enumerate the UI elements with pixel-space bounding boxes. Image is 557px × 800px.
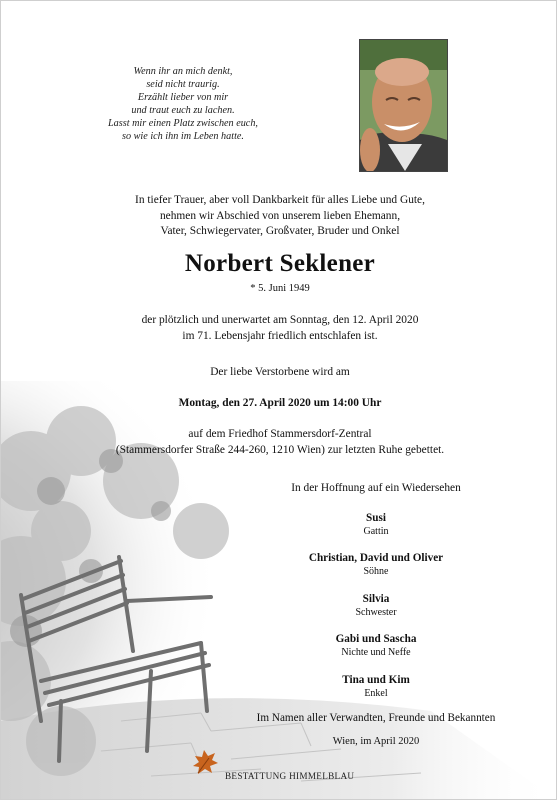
poem-line: so wie ich ihn im Leben hatte.: [122, 131, 244, 142]
mourner-name: Gabi und Sascha: [335, 633, 417, 645]
deceased-name: Norbert Seklener: [184, 250, 376, 277]
mourner-relation: Nichte und Neffe: [341, 647, 411, 658]
funeral-date: Montag, den 27. April 2020 um 14:00 Uhr: [178, 397, 382, 409]
mourner-name: Silvia: [362, 593, 390, 605]
cemetery-line: auf dem Friedhof Stammersdorf-Zentral: [188, 428, 372, 440]
mourner-name: Christian, David und Oliver: [308, 552, 444, 564]
cemetery-line: (Stammersdorfer Straße 244-260, 1210 Wien) zur letzten Ruhe gebettet.: [115, 443, 445, 456]
autumn-leaf-icon: [189, 746, 221, 778]
mourner-relation: Schwester: [355, 607, 397, 618]
funeral-home-name: BESTATTUNG HIMMELBLAU: [225, 771, 355, 781]
cemetery-info: [85, 427, 475, 458]
death-notice: [85, 313, 475, 344]
intro-line: In tiefer Trauer, aber voll Dankbarkeit für alles Liebe und Gute,: [135, 194, 425, 206]
mourner-entry: [231, 511, 521, 538]
mourner-relation: Enkel: [364, 688, 388, 699]
verstorbene-text: Der liebe Verstorbene wird am: [210, 366, 350, 378]
portrait-photo: [359, 39, 448, 172]
intro-line: Vater, Schwiegervater, Großvater, Bruder und Onkel: [160, 225, 400, 237]
mourner-name: Tina und Kim: [342, 674, 410, 686]
poem-line: Lasst mir einen Platz zwischen euch,: [108, 118, 258, 129]
birth-date: * 5. Juni 1949: [250, 283, 310, 294]
mourner-relation: Söhne: [363, 566, 389, 577]
mourner-entry: [231, 592, 521, 619]
mourner-name: Susi: [366, 512, 386, 524]
poem-line: Wenn ihr an mich denkt,: [133, 66, 233, 77]
death-line: im 71. Lebensjahr friedlich entschlafen ist.: [182, 329, 378, 342]
relatives-line: Im Namen aller Verwandten, Freunde und Bekannten: [256, 712, 496, 724]
verstorbene-line: [85, 365, 475, 381]
poem-line: und traut euch zu lachen.: [131, 105, 235, 116]
intro-text: [85, 193, 475, 240]
mourner-relation: Gattin: [363, 526, 389, 537]
mourner-entry: [231, 551, 521, 578]
death-line: der plötzlich und unerwartet am Sonntag, den 12. April 2020: [141, 314, 419, 326]
poem-line: seid nicht traurig.: [146, 79, 220, 90]
poem: [93, 65, 273, 143]
place-date: Wien, im April 2020: [332, 736, 420, 747]
mourner-entry: [231, 673, 521, 700]
mourner-entry: [231, 632, 521, 659]
poem-line: Erzählt lieber von mir: [137, 92, 229, 103]
intro-line: nehmen wir Abschied von unserem lieben Ehemann,: [159, 209, 401, 222]
hope-line: In der Hoffnung auf ein Wiedersehen: [291, 482, 461, 494]
